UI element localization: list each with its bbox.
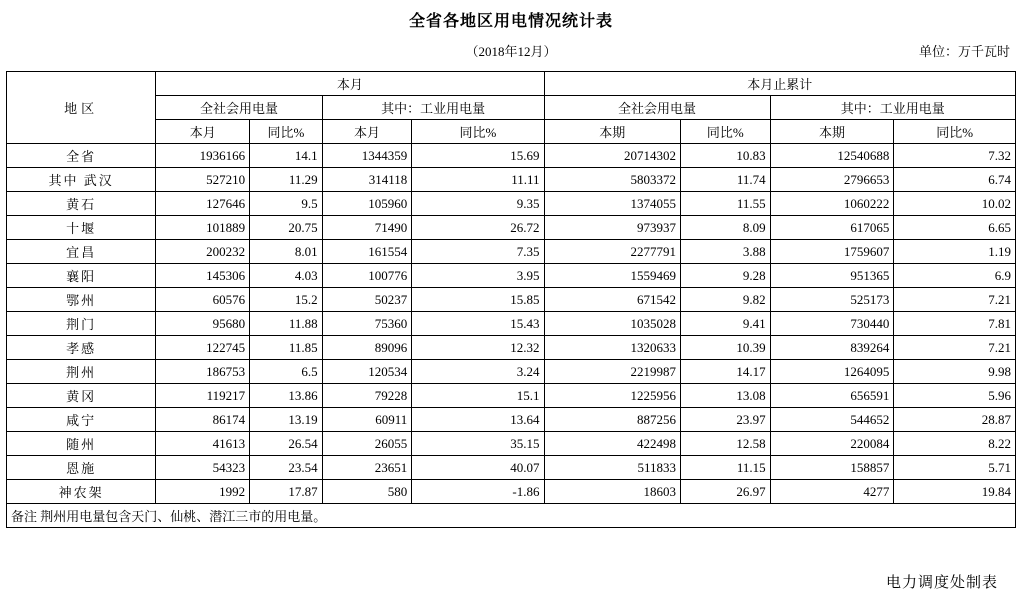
cell-month-society-yoy: 4.03 xyxy=(250,264,323,288)
cell-region: 宜昌 xyxy=(7,240,156,264)
cell-month-society: 527210 xyxy=(156,168,250,192)
cell-cumulative-industry-yoy: 5.71 xyxy=(894,456,1016,480)
cell-month-industry-yoy: 26.72 xyxy=(412,216,544,240)
table-row xyxy=(7,456,1016,480)
footer-signature: 电力调度处制表 xyxy=(885,575,998,591)
cell-cumulative-society-yoy: 23.97 xyxy=(681,408,771,432)
cell-month-society-yoy: 15.2 xyxy=(250,288,323,312)
cell-cumulative-society-yoy: 9.41 xyxy=(681,312,771,336)
cell-month-industry-yoy: 3.95 xyxy=(412,264,544,288)
table-note-row xyxy=(7,504,1016,528)
subtitle-row xyxy=(0,41,1022,67)
cell-region: 十堰 xyxy=(7,216,156,240)
cell-region: 襄阳 xyxy=(7,264,156,288)
cell-region: 咸宁 xyxy=(7,408,156,432)
cell-cumulative-industry: 1264095 xyxy=(770,360,894,384)
header-cumulative-industry: 其中：工业用电量 xyxy=(770,96,1015,120)
header-col-month-ind: 本月 xyxy=(322,120,412,144)
cell-month-industry: 105960 xyxy=(322,192,412,216)
report-period: （2018年12月） xyxy=(465,44,557,59)
cell-month-society-yoy: 11.85 xyxy=(250,336,323,360)
table-row xyxy=(7,408,1016,432)
cell-cumulative-society: 1559469 xyxy=(544,264,681,288)
table-row xyxy=(7,312,1016,336)
cell-region: 黄冈 xyxy=(7,384,156,408)
cell-cumulative-industry-yoy: 10.02 xyxy=(894,192,1016,216)
table-row xyxy=(7,168,1016,192)
cell-region: 其中 武汉 xyxy=(7,168,156,192)
header-col-month-ind-yoy: 同比% xyxy=(412,120,544,144)
page-title: 全省各地区用电情况统计表 xyxy=(408,13,613,30)
cell-month-industry-yoy: -1.86 xyxy=(412,480,544,504)
cell-cumulative-society-yoy: 10.83 xyxy=(681,144,771,168)
cell-cumulative-industry: 730440 xyxy=(770,312,894,336)
cell-region: 鄂州 xyxy=(7,288,156,312)
cell-month-society-yoy: 11.88 xyxy=(250,312,323,336)
cell-month-industry: 89096 xyxy=(322,336,412,360)
cell-cumulative-industry: 2796653 xyxy=(770,168,894,192)
cell-month-industry: 161554 xyxy=(322,240,412,264)
cell-region: 随州 xyxy=(7,432,156,456)
cell-cumulative-society-yoy: 26.97 xyxy=(681,480,771,504)
cell-cumulative-industry-yoy: 1.19 xyxy=(894,240,1016,264)
cell-cumulative-society: 422498 xyxy=(544,432,681,456)
cell-cumulative-society-yoy: 11.15 xyxy=(681,456,771,480)
header-month-society: 全社会用电量 xyxy=(156,96,322,120)
cell-month-society-yoy: 6.5 xyxy=(250,360,323,384)
cell-cumulative-industry-yoy: 19.84 xyxy=(894,480,1016,504)
cell-month-industry: 71490 xyxy=(322,216,412,240)
cell-cumulative-society: 1225956 xyxy=(544,384,681,408)
cell-month-industry: 1344359 xyxy=(322,144,412,168)
cell-month-society: 95680 xyxy=(156,312,250,336)
cell-cumulative-industry: 220084 xyxy=(770,432,894,456)
cell-month-society-yoy: 23.54 xyxy=(250,456,323,480)
document-page xyxy=(0,8,1022,604)
table-row xyxy=(7,480,1016,504)
cell-region: 荆州 xyxy=(7,360,156,384)
cell-month-society-yoy: 11.29 xyxy=(250,168,323,192)
table-row xyxy=(7,144,1016,168)
cell-cumulative-industry: 839264 xyxy=(770,336,894,360)
cell-cumulative-industry-yoy: 7.21 xyxy=(894,288,1016,312)
table-row xyxy=(7,432,1016,456)
cell-region: 孝感 xyxy=(7,336,156,360)
cell-cumulative-industry-yoy: 6.74 xyxy=(894,168,1016,192)
cell-month-society: 122745 xyxy=(156,336,250,360)
cell-cumulative-industry-yoy: 7.81 xyxy=(894,312,1016,336)
table-row xyxy=(7,384,1016,408)
cell-cumulative-industry: 4277 xyxy=(770,480,894,504)
cell-cumulative-industry: 656591 xyxy=(770,384,894,408)
cell-cumulative-society: 1035028 xyxy=(544,312,681,336)
cell-cumulative-industry-yoy: 7.21 xyxy=(894,336,1016,360)
cell-cumulative-society: 20714302 xyxy=(544,144,681,168)
cell-region: 全省 xyxy=(7,144,156,168)
cell-month-society: 101889 xyxy=(156,216,250,240)
table-row xyxy=(7,360,1016,384)
table-header xyxy=(7,72,1016,144)
cell-cumulative-society-yoy: 9.28 xyxy=(681,264,771,288)
cell-month-industry: 60911 xyxy=(322,408,412,432)
cell-month-society: 60576 xyxy=(156,288,250,312)
cell-region: 黄石 xyxy=(7,192,156,216)
cell-cumulative-society-yoy: 12.58 xyxy=(681,432,771,456)
cell-cumulative-society-yoy: 10.39 xyxy=(681,336,771,360)
cell-cumulative-industry-yoy: 9.98 xyxy=(894,360,1016,384)
table-note: 备注 荆州用电量包含天门、仙桃、潜江三市的用电量。 xyxy=(7,504,1016,528)
header-col-month-soc: 本月 xyxy=(156,120,250,144)
cell-month-society-yoy: 26.54 xyxy=(250,432,323,456)
cell-cumulative-society-yoy: 11.55 xyxy=(681,192,771,216)
cell-cumulative-industry-yoy: 28.87 xyxy=(894,408,1016,432)
cell-cumulative-society: 18603 xyxy=(544,480,681,504)
cell-month-society-yoy: 9.5 xyxy=(250,192,323,216)
header-month-industry: 其中：工业用电量 xyxy=(322,96,544,120)
cell-month-industry: 314118 xyxy=(322,168,412,192)
cell-month-society: 86174 xyxy=(156,408,250,432)
cell-month-society-yoy: 17.87 xyxy=(250,480,323,504)
cell-cumulative-industry-yoy: 7.32 xyxy=(894,144,1016,168)
electricity-usage-table xyxy=(6,71,1016,528)
cell-month-industry-yoy: 15.69 xyxy=(412,144,544,168)
table-row xyxy=(7,240,1016,264)
table-row xyxy=(7,264,1016,288)
cell-month-industry-yoy: 12.32 xyxy=(412,336,544,360)
cell-month-industry-yoy: 15.85 xyxy=(412,288,544,312)
cell-cumulative-industry-yoy: 6.9 xyxy=(894,264,1016,288)
table-body xyxy=(7,144,1016,528)
cell-month-society: 145306 xyxy=(156,264,250,288)
cell-month-industry: 580 xyxy=(322,480,412,504)
cell-month-society: 127646 xyxy=(156,192,250,216)
cell-cumulative-society: 511833 xyxy=(544,456,681,480)
cell-region: 神农架 xyxy=(7,480,156,504)
header-group-month: 本月 xyxy=(156,72,544,96)
cell-cumulative-society: 887256 xyxy=(544,408,681,432)
table-row xyxy=(7,288,1016,312)
cell-cumulative-society: 1374055 xyxy=(544,192,681,216)
cell-month-industry: 120534 xyxy=(322,360,412,384)
cell-cumulative-society-yoy: 8.09 xyxy=(681,216,771,240)
cell-cumulative-industry: 525173 xyxy=(770,288,894,312)
cell-month-society-yoy: 20.75 xyxy=(250,216,323,240)
cell-cumulative-industry-yoy: 5.96 xyxy=(894,384,1016,408)
header-col-cum-soc: 本期 xyxy=(544,120,681,144)
header-col-cum-ind: 本期 xyxy=(770,120,894,144)
cell-cumulative-industry: 1060222 xyxy=(770,192,894,216)
cell-cumulative-industry-yoy: 6.65 xyxy=(894,216,1016,240)
cell-cumulative-society-yoy: 9.82 xyxy=(681,288,771,312)
table-row xyxy=(7,216,1016,240)
cell-month-industry-yoy: 3.24 xyxy=(412,360,544,384)
cell-month-industry: 26055 xyxy=(322,432,412,456)
cell-month-society: 1992 xyxy=(156,480,250,504)
unit-label: 单位：万千瓦时 xyxy=(918,44,1010,59)
cell-month-industry-yoy: 9.35 xyxy=(412,192,544,216)
cell-cumulative-society: 5803372 xyxy=(544,168,681,192)
table-row xyxy=(7,192,1016,216)
cell-cumulative-industry: 1759607 xyxy=(770,240,894,264)
header-group-cumulative: 本月止累计 xyxy=(544,72,1015,96)
header-cumulative-society: 全社会用电量 xyxy=(544,96,770,120)
cell-cumulative-society-yoy: 14.17 xyxy=(681,360,771,384)
cell-cumulative-industry-yoy: 8.22 xyxy=(894,432,1016,456)
cell-month-industry-yoy: 11.11 xyxy=(412,168,544,192)
cell-month-industry-yoy: 7.35 xyxy=(412,240,544,264)
cell-cumulative-industry: 158857 xyxy=(770,456,894,480)
header-row-columns xyxy=(7,120,1016,144)
cell-month-industry-yoy: 13.64 xyxy=(412,408,544,432)
cell-month-industry: 23651 xyxy=(322,456,412,480)
cell-cumulative-society: 1320633 xyxy=(544,336,681,360)
cell-month-industry-yoy: 15.43 xyxy=(412,312,544,336)
cell-month-society: 119217 xyxy=(156,384,250,408)
cell-cumulative-society-yoy: 11.74 xyxy=(681,168,771,192)
cell-region: 恩施 xyxy=(7,456,156,480)
cell-month-society: 41613 xyxy=(156,432,250,456)
header-row-subgroup xyxy=(7,96,1016,120)
header-col-cum-ind-yoy: 同比% xyxy=(894,120,1016,144)
cell-cumulative-society-yoy: 3.88 xyxy=(681,240,771,264)
cell-cumulative-society: 671542 xyxy=(544,288,681,312)
cell-cumulative-society: 973937 xyxy=(544,216,681,240)
cell-cumulative-industry: 544652 xyxy=(770,408,894,432)
header-col-cum-soc-yoy: 同比% xyxy=(681,120,771,144)
cell-month-society: 200232 xyxy=(156,240,250,264)
cell-month-society-yoy: 14.1 xyxy=(250,144,323,168)
cell-month-industry: 100776 xyxy=(322,264,412,288)
cell-month-society: 54323 xyxy=(156,456,250,480)
table-row xyxy=(7,336,1016,360)
cell-month-society-yoy: 13.19 xyxy=(250,408,323,432)
cell-month-industry-yoy: 40.07 xyxy=(412,456,544,480)
header-row-group xyxy=(7,72,1016,96)
cell-month-society-yoy: 13.86 xyxy=(250,384,323,408)
cell-cumulative-industry: 12540688 xyxy=(770,144,894,168)
cell-month-industry: 79228 xyxy=(322,384,412,408)
cell-region: 荆门 xyxy=(7,312,156,336)
cell-month-industry-yoy: 35.15 xyxy=(412,432,544,456)
cell-month-society: 1936166 xyxy=(156,144,250,168)
header-region: 地区 xyxy=(7,72,156,144)
cell-month-industry: 50237 xyxy=(322,288,412,312)
cell-month-industry-yoy: 15.1 xyxy=(412,384,544,408)
header-col-month-soc-yoy: 同比% xyxy=(250,120,323,144)
cell-cumulative-society: 2277791 xyxy=(544,240,681,264)
cell-cumulative-society: 2219987 xyxy=(544,360,681,384)
cell-month-industry: 75360 xyxy=(322,312,412,336)
cell-month-society-yoy: 8.01 xyxy=(250,240,323,264)
cell-month-society: 186753 xyxy=(156,360,250,384)
cell-cumulative-industry: 951365 xyxy=(770,264,894,288)
cell-cumulative-industry: 617065 xyxy=(770,216,894,240)
cell-cumulative-society-yoy: 13.08 xyxy=(681,384,771,408)
